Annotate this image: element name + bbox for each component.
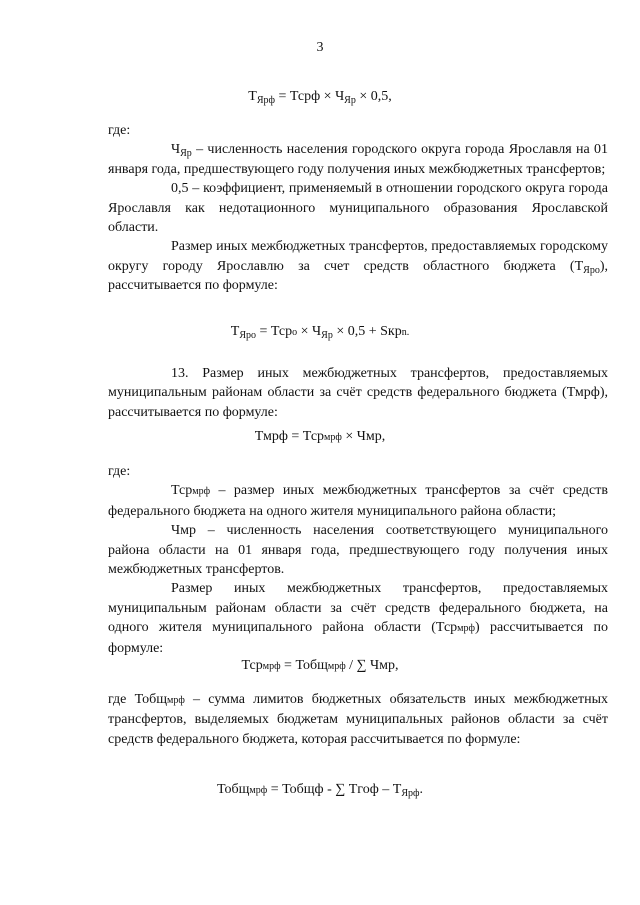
definitions-block-2: [108, 462, 608, 658]
paragraph-size-mr: Размер иных межбюджетных трансфертов, предоставляемых муниципальным районам области за счёт средств федерального бюджета, на одного жителя муниципального района области (Тсрмрф) рассчитывается по формуле:: [108, 581, 608, 656]
formula-t-yarf: $Т_{Ярф}$ = Тсрф × $Ч_{Яр} \times 0,5$,: [248, 89, 392, 106]
paragraph-size-yaroslavl: Размер иных межбюджетных трансфертов, предоставляемых городскому округу городу Ярославлю за счет средств областного бюджета $(Т_{Яро})$, рассчитывается по формуле:: [108, 239, 608, 294]
item-13-block: [108, 364, 608, 422]
definition-tsr-mrf: Тсрмрф – размер иных межбюджетных трансфертов за счёт средств федерального бюджета на одного жителя муниципального района области;: [108, 483, 608, 519]
formula-t-yaro: $Т_{Яро}$ = Тсро × $Ч_{Яр} \times 0,5$ + Sкрn.: [230, 324, 410, 341]
definition-ch-mr: Чмр – численность населения соответствующего муниципального района области на 01 января года, предшествующего году получения иных межбюджетных трансфертов.: [108, 523, 608, 578]
page-number: 3: [316, 40, 324, 55]
definitions-block-1: [108, 121, 608, 296]
definition-ch-yar: $Ч_{Яр}$ – численность населения городского округа города Ярославля на 01 января года, предшествующего году получения иных межбюджетных трансфертов;: [108, 142, 608, 177]
definition-coefficient: 0,5 – коэффициент, применяемый в отношении городского округа города Ярославля как недотационного муниципального образования Ярославской области.: [108, 181, 608, 236]
item-13-paragraph: 13. Размер иных межбюджетных трансфертов, предоставляемых муниципальным районам области за счёт средств федерального бюджета (Тмрф), рассчитывается по формуле:: [108, 366, 608, 420]
formula-t-mrf: Тмрф = Тсрмрф × Чмр,: [254, 429, 386, 444]
where-label: где:: [108, 123, 131, 138]
formula-tsr-mrf: Тсрмрф = Тобщмрф / ∑ Чмр,: [241, 658, 399, 673]
definition-tobsh-mrf: где Тобщмрф – сумма лимитов бюджетных обязательств иных межбюджетных трансфертов, выделяемых бюджетам муниципальных районов области за счёт средств федерального бюджета, которая рассчитывается по формуле:: [108, 692, 608, 747]
where-tobsh-block: [108, 690, 608, 749]
where-label: где:: [108, 464, 131, 479]
formula-tobsh-mrf: Тобщмрф = Тобщф - ∑ Тгоф – $Т_{Ярф}$.: [217, 782, 423, 799]
